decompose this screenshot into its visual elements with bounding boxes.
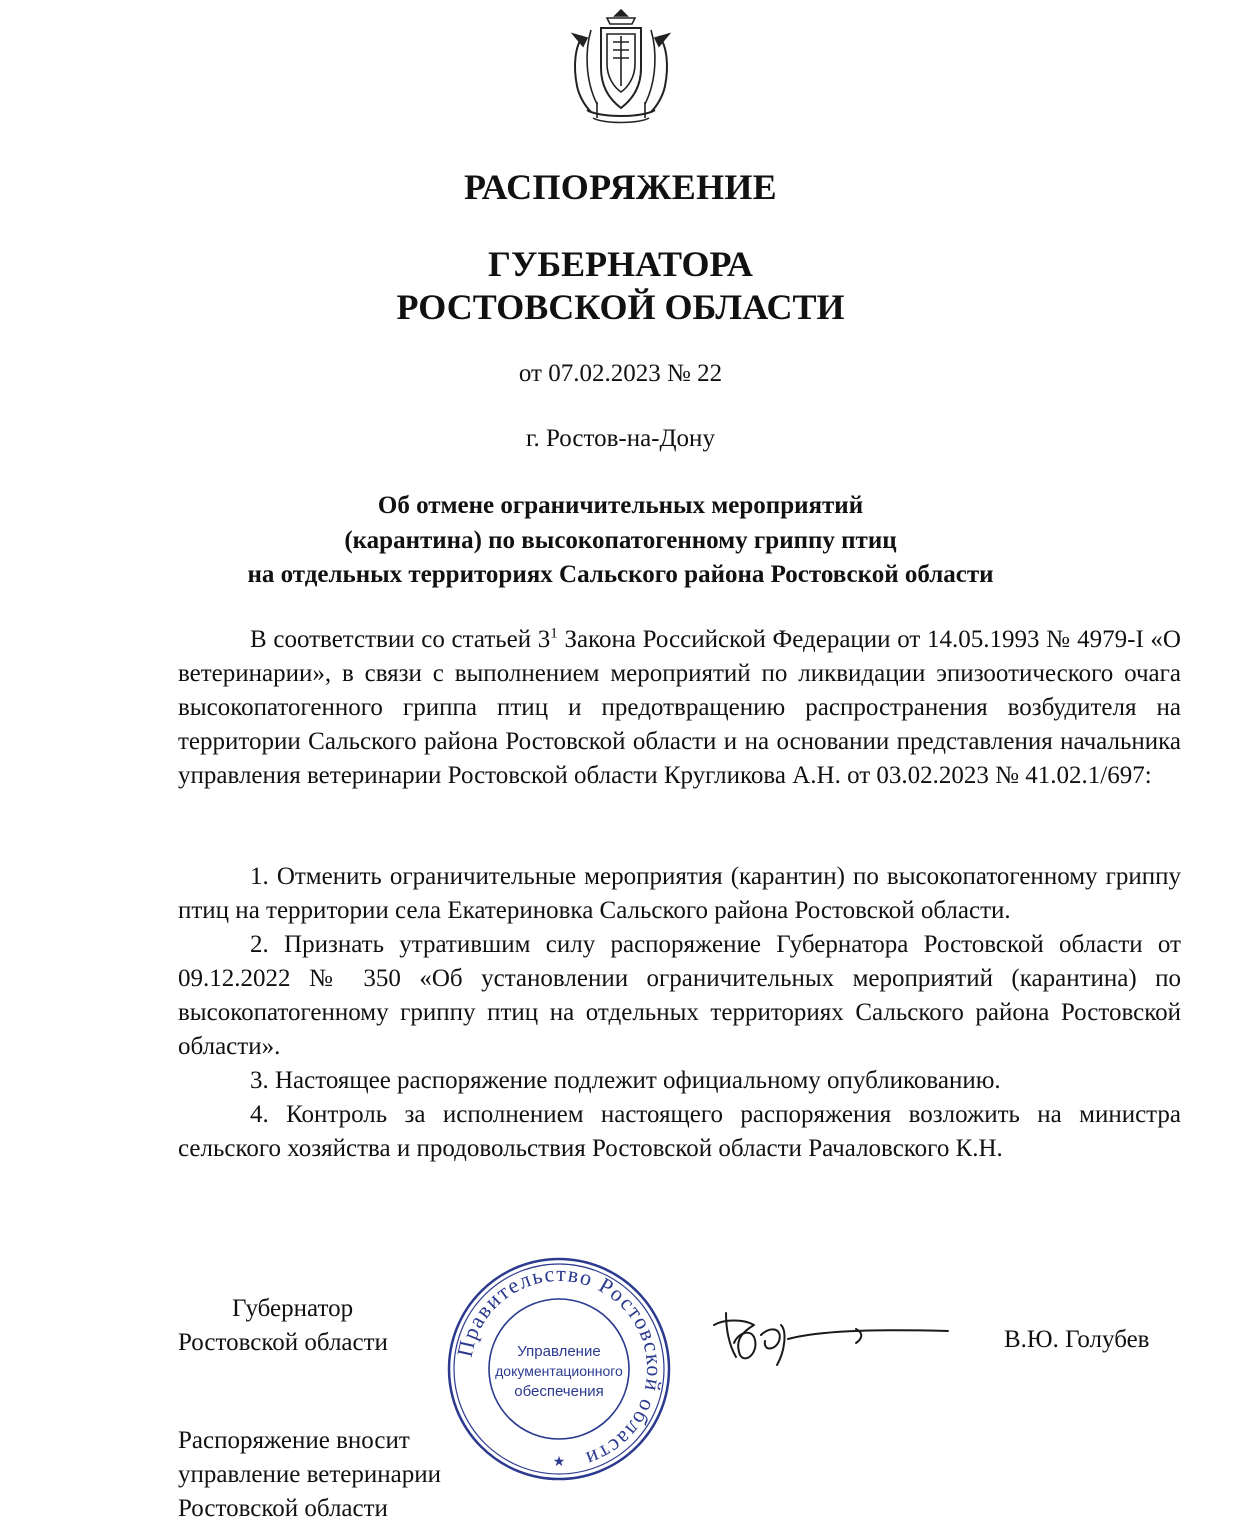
- list-item: 4. Контроль за исполнением настоящего распоряжения возложить на министра сельского хозяйства и продовольствия Ростовской области Рачаловского К.Н.: [178, 1101, 1181, 1162]
- submitted-by-line-1: Распоряжение вносит: [178, 1427, 410, 1454]
- handwritten-signature: [706, 1305, 956, 1375]
- items-list: [178, 860, 1181, 1166]
- intro-paragraph: [178, 623, 1181, 793]
- stamp-inner-line-2: документационного: [495, 1363, 623, 1379]
- intro-superscript: 1: [550, 625, 558, 642]
- subject-line-2: (карантина) по высокопатогенному гриппу птиц: [344, 527, 897, 554]
- subject-line-3: на отдельных территориях Сальского района Ростовской области: [247, 561, 994, 588]
- list-item: 2. Признать утратившим силу распоряжение Губернатора Ростовской области от 09.12.2022 № 350 «Об установлении ограничительных мероприятий (карантина) по высокопатогенному гриппу птиц на отдельных территориях Сальского района Ростовской области».: [178, 931, 1181, 1060]
- official-stamp: [444, 1254, 674, 1484]
- list-item: 1. Отменить ограничительные мероприятия (карантин) по высокопатогенному гриппу птиц на территории села Екатериновка Сальского района Ростовской области.: [178, 863, 1181, 924]
- issuer-line-1: ГУБЕРНАТОРА: [488, 244, 753, 284]
- list-item: 3. Настоящее распоряжение подлежит официальному опубликованию.: [250, 1067, 1001, 1094]
- document-title: РАСПОРЯЖЕНИЕ: [463, 167, 777, 207]
- stamp-inner-line-1: Управление: [517, 1343, 601, 1360]
- coat-of-arms-emblem: [563, 6, 679, 130]
- stamp-star-icon: ★: [552, 1455, 566, 1470]
- submitted-by-line-3: Ростовской области: [178, 1495, 388, 1522]
- signer-name: В.Ю. Голубев: [1004, 1326, 1150, 1353]
- intro-text-rest: Закона Российской Федерации от 14.05.1993 № 4979-I «О ветеринарии», в связи с выполнением мероприятий по ликвидации эпизоотического очага высокопатогенного гриппа птиц и предотвращению распространения возбудителя на территории Сальского района Ростовской области и на основании представления начальника управления ветеринарии Ростовской области Кругликова А.Н. от 03.02.2023 № 41.02.1/697:: [178, 626, 1181, 789]
- signer-position: [178, 1292, 388, 1360]
- submitted-by: [178, 1424, 441, 1526]
- signer-position-line-2: Ростовской области: [178, 1329, 388, 1356]
- document-date-number: от 07.02.2023 № 22: [518, 360, 723, 387]
- document-city: г. Ростов-на-Дону: [526, 425, 715, 452]
- signer-position-line-1: Губернатор: [232, 1295, 354, 1322]
- stamp-inner-line-3: обеспечения: [514, 1383, 604, 1400]
- issuer-line-2: РОСТОВСКОЙ ОБЛАСТИ: [396, 287, 845, 327]
- stamp-ring-text: Правительство Ростовской области: [451, 1260, 668, 1473]
- subject-line-1: Об отмене ограничительных мероприятий: [377, 492, 864, 519]
- intro-text-start: В соответствии со статьей 3: [250, 626, 551, 653]
- submitted-by-line-2: управление ветеринарии: [178, 1461, 442, 1488]
